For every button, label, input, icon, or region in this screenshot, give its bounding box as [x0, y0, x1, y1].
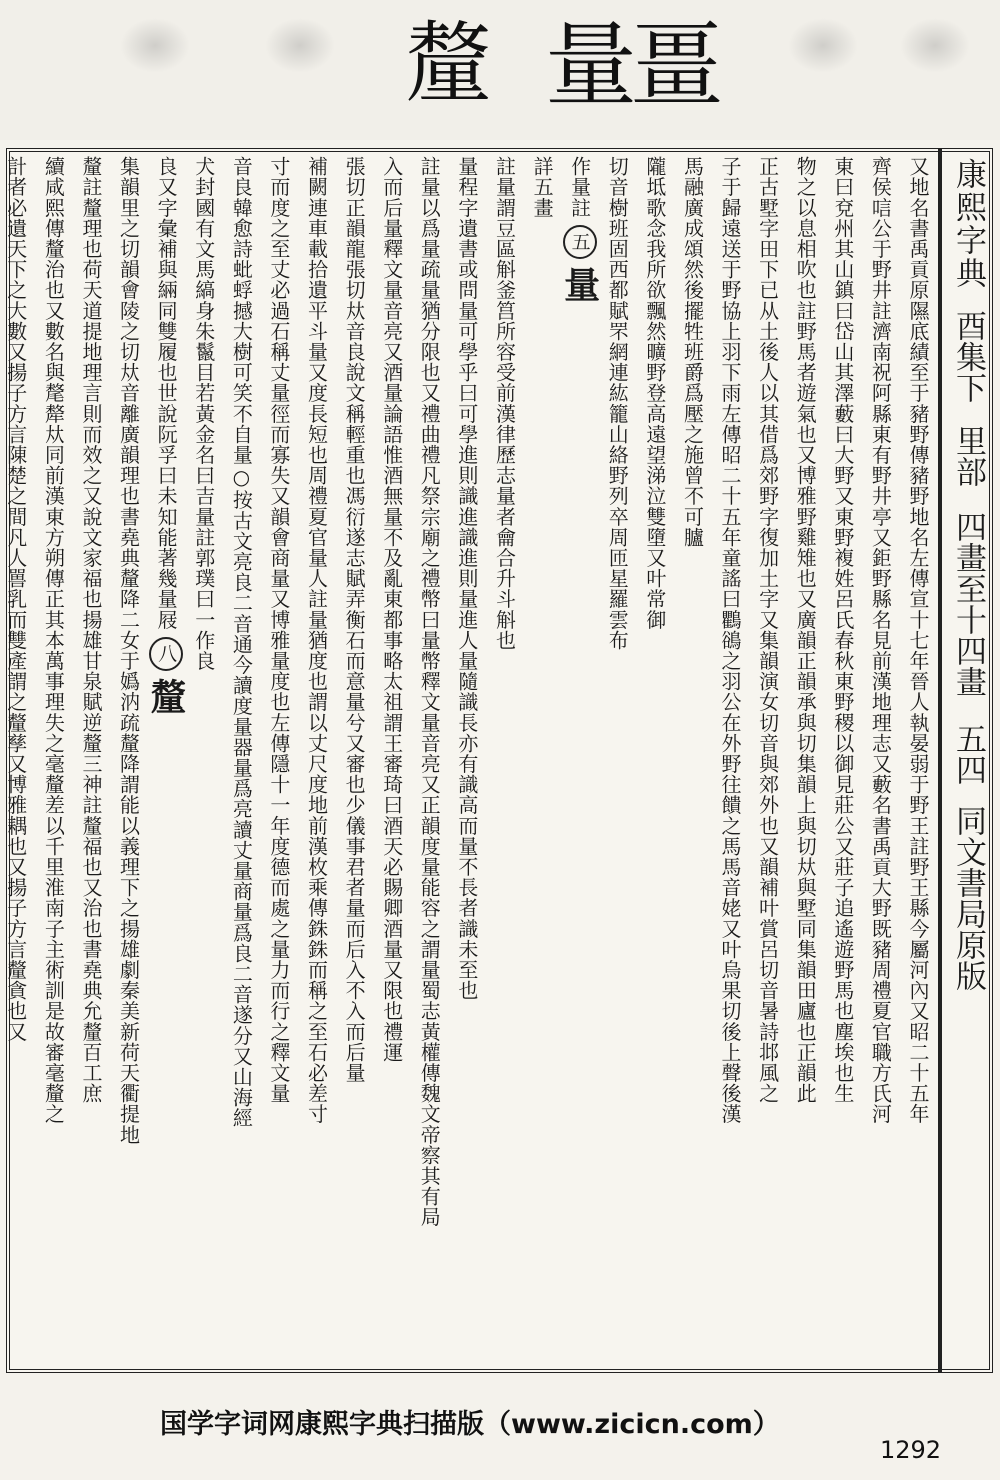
stroke-marker-five: 五 [563, 225, 597, 259]
text-column: 註量謂豆區斛釜筥所容受前漢律歷志量者龠合升斗斛也 [492, 156, 517, 651]
text-fragment: 作量註 [567, 156, 592, 218]
text-column: 詳五畫 [530, 156, 555, 218]
title-column [944, 150, 992, 1370]
text-column [558, 156, 601, 1368]
title-divider [938, 148, 942, 1373]
section-page: 五四 [950, 723, 986, 785]
text-column: 切音樹班固西都賦罘網連紘籠山絡野列卒周匝星羅雲布 [605, 156, 630, 651]
text-column: 計者必遺天下之大數又揚子方言陳楚之間凡人嘼乳而雙產謂之釐孳又博雅耦也又揚子方言釐貪也又 [3, 156, 28, 1042]
headword-liang: 量 [558, 265, 601, 303]
text-column: 東曰兗州其山鎮曰岱山其澤藪曰大野又東野複姓呂氏春秋東野稷以御見莊公又莊子追遙遊野馬也塵埃也生 [830, 156, 855, 1104]
text-fragment: 良又字彙補與緉同雙履也世說阮孚曰未知能著幾量屐 [154, 156, 179, 630]
text-column [145, 156, 188, 1368]
publisher-label: 同文書局原版 [950, 805, 986, 991]
text-column: 馬融廣成頌然後擺牲班爵爲壓之施曾不可臚 [680, 156, 705, 548]
stroke-marker-eight: 八 [149, 637, 183, 671]
radical-label: 里部 [950, 425, 986, 487]
headword-li: 釐 [145, 677, 188, 715]
site-watermark: 国学字词网康熙字典扫描版（www.zicicn.com） [160, 1409, 780, 1440]
text-column: 張切正韻龍張切夶音良說文稱輕重也馮衍遂志賦弄衡石而意量兮又審也少儀事君者量而后入不入而后量 [342, 156, 367, 1083]
text-column: 齊侯唁公于野井註濟南祝阿縣東有野井亭又鉅野縣名見前漢地理志又藪名書禹貢大野既豬周禮夏官職方氏河 [868, 156, 893, 1125]
text-column: 音良韓愈詩蚍蜉撼大樹可笑不自量○按古文亮良二音通今讀度量器量爲亮讀丈量商量爲良二音遂分又山海經 [229, 156, 254, 1129]
text-column: 釐註釐理也荷天道提地理言則而效之又說文家福也揚雄甘泉賦逆釐三神註釐福也又治也書堯典允釐百工庶 [78, 156, 103, 1104]
text-column: 註量以爲量疏量猶分限也又禮曲禮凡祭宗廟之禮幣曰量幣釋文量音亮又正韻度量能容之謂量蜀志黃權傳魏文帝察其有局 [417, 156, 442, 1228]
text-column: 物之以息相吹也註野馬者遊氣也又博雅野雞雉也又廣韻正韻承與切集韻上與切夶與墅同集韻田廬也正韻此 [793, 156, 818, 1104]
header-seal-characters: 量畺 [545, 12, 718, 119]
text-column: 續咸熙傳釐治也又數名與氂犛夶同前漢東方朔傳正其本萬事理失之毫釐差以千里淮南子主術訓是故審毫釐之 [41, 156, 66, 1125]
bleed-through-mark [265, 18, 335, 73]
text-column: 犬封國有文馬縞身朱鬣目若黃金名曰吉量註郭璞曰一作良 [191, 156, 216, 671]
bleed-through-mark [788, 18, 858, 73]
text-column: 集韻里之切韻會陵之切夶音離廣韻理也書堯典釐降二女于嬀汭疏釐降謂能以義理下之揚雄劇秦美新荷天衢提地 [116, 156, 141, 1145]
dictionary-text [3, 156, 936, 1368]
bleed-through-mark [900, 18, 970, 73]
text-column: 補闕連車載拾遺平斗量又度長短也周禮夏官量人註量猶度也謂以丈尺度地前漢枚乘傳銖銖而稱之至石必差寸 [304, 156, 329, 1125]
text-column: 子于歸遠送于野協上羽下雨左傳昭二十五年童謠曰鸜鵒之羽公在外野往饋之馬馬音姥又叶烏果切後上聲後漢 [718, 156, 743, 1125]
header-main-character: 釐 [405, 12, 494, 115]
text-column: 隴坻歌念我所欲飄然曠野登高遠望涕泣雙墮又叶常御 [642, 156, 667, 630]
book-title: 康熙字典 [950, 158, 986, 290]
text-column: 又地名書禹貢原隰底績至于豬野傳豬野地名左傳宣十七年晉人執晏弱于野王註野王縣今屬河內又昭二十五年 [906, 156, 930, 1125]
text-column: 正古墅字田下已从土後人以其借爲郊野字復加土字又集韻演女切音與郊外也又韻補叶賞呂切音暑詩邶風之 [755, 156, 780, 1104]
page-footer [0, 1382, 1000, 1480]
text-column: 寸而度之至丈必過石稱丈量徑而寡失又韻會商量又博雅量度也左傳隱十一年度德而處之量力而行之釋文量 [266, 156, 291, 1104]
bleed-through-mark [120, 18, 190, 73]
text-column: 入而后量釋文量音亮又酒量論語惟酒無量不及亂東都事略太祖謂王審琦曰酒天必賜卿酒量又限也禮運 [379, 156, 404, 1063]
part-label: 酉集下 [950, 310, 986, 403]
text-column: 量程字遺書或問量可學乎曰可學進則識進識進則量進人量隨識長亦有識高而量不長者識未至也 [454, 156, 479, 1001]
stroke-range: 四畫至十四畫 [950, 511, 986, 697]
page-number: 1292 [880, 1436, 942, 1464]
page-header [0, 0, 1000, 140]
